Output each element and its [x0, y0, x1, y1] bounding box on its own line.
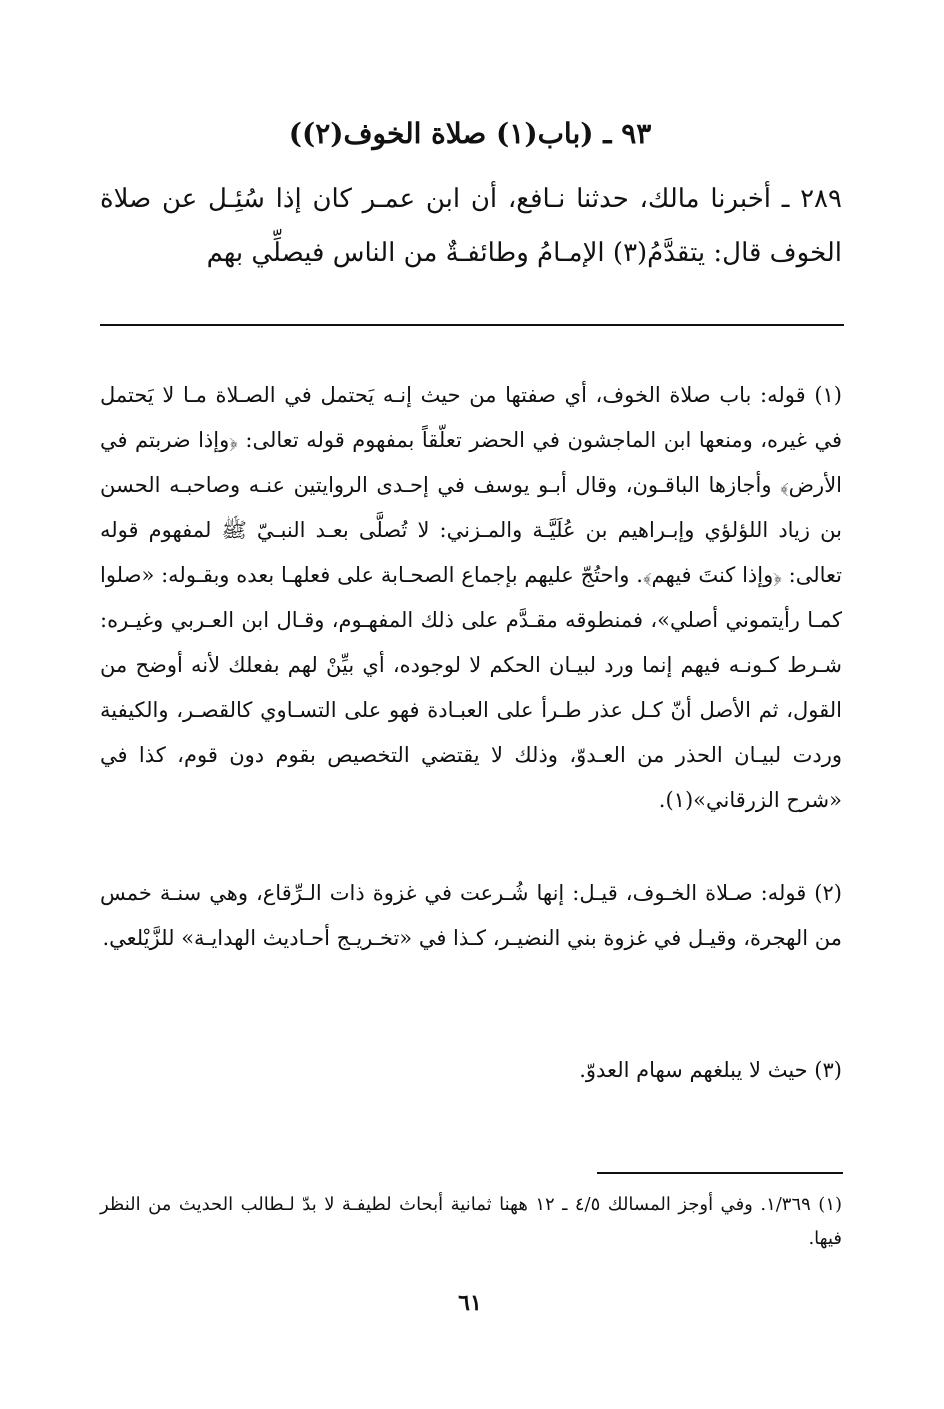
commentary-note-3-text: (٣) حيث لا يبلغهم سهام العدوّ.	[579, 1058, 842, 1082]
separator-rule	[100, 324, 844, 326]
commentary-note-1	[100, 373, 842, 823]
footnote-rule	[597, 1172, 843, 1174]
commentary-note-2-text: (٢) قوله: صـلاة الخـوف، قيـل: إنها شُـرعت في غزوة ذات الـرِّقاع، وهي سنـة خمس من الهجرة، وقيـل في غزوة بني النضيـر، كـذا في «تخـريـج أحـاديث الهدايـة» للزَّيْلعي.	[100, 881, 842, 950]
commentary-note-2	[100, 871, 842, 961]
commentary-note-3	[100, 1048, 842, 1093]
footnote	[100, 1188, 842, 1256]
page-number: ٦١	[458, 1290, 482, 1316]
commentary-note-1-text: (١) قوله: باب صلاة الخوف، أي صفتها من حيث إنـه يَحتمل في الصـلاة مـا لا يَحتمل في غيره، ومنعها ابن الماجشون في الحضر تعلّقاً بمفهوم قوله تعالى: ﴿وإذا ضربتم في الأرض﴾ وأجازها الباقـون، وقال أبـو يوسف في إحـدى الروايتين عنـه وصاحبـه الحسن بن زياد اللؤلؤي وإبـراهيم بن عُلَيَّـة والمـزني: لا تُصلَّى بعـد النبـيّ ﷺ لمفهوم قوله تعالى: ﴿وإذا كنتَ فيهم﴾. واحتُجّ عليهم بإجماع الصحـابة على فعلهـا بعده وبقـوله: «صلوا كمـا رأيتموني أصلي»، فمنطوقه مقـدَّم على ذلك المفهـوم، وقـال ابن العـربي وغيـره: شـرط كـونـه فيهم إنما ورد لبيـان الحكم لا لوجوده، أي بيِّنْ لهم بفعلك لأنه أوضح من القول، ثم الأصل أنّ كـل عذر طـرأ على العبـادة فهو على التسـاوي كالقصـر، والكيفية وردت لبيـان الحذر من العـدوّ، وذلك لا يقتضي التخصيص بقوم دون قوم، كذا في «شرح الزرقاني»(١).	[100, 383, 842, 812]
footnote-text: (١) ١/٣٦٩. وفي أوجز المسالك ٤/٥ ـ ١٢ ههنا ثمانية أبحاث لطيفـة لا بدّ لـطالب الحديث من النظر فيها.	[100, 1194, 843, 1249]
chapter-heading: ٩٣ ـ (باب(١) صلاة الخوف(٢))	[288, 117, 652, 150]
hadith-text	[100, 172, 842, 280]
hadith-paragraph: ٢٨٩ ـ أخبرنا مالك، حدثنا نـافع، أن ابن عمـر كان إذا سُئِـل عن صلاة الخوف قال: يتقدَّمُ(٣) الإمـامُ وطائفـةٌ من الناس فيصلِّي بهم	[100, 184, 842, 268]
